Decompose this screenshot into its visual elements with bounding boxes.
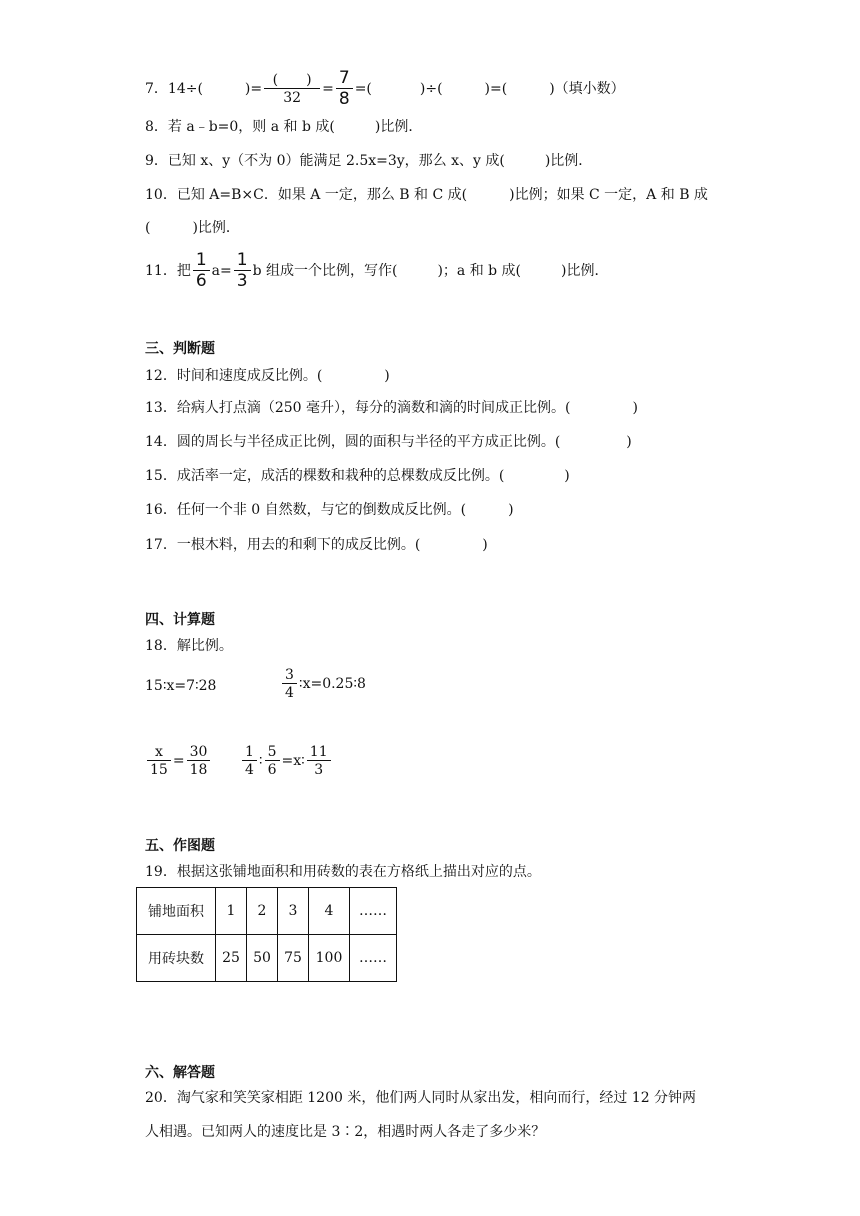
section-3-heading: 三、判断题 [145, 341, 215, 357]
question-16 [145, 500, 514, 520]
eq4-n1: 1 [242, 745, 257, 761]
question-8 [145, 117, 422, 137]
q10-open: ( [145, 220, 151, 236]
q7-div: )÷( [419, 81, 443, 97]
q10-tail: )比例． [192, 220, 240, 236]
q7-eq: )= [244, 81, 263, 97]
q7-fraction-blank [264, 73, 320, 105]
table-cell: 1 [216, 888, 247, 935]
question-13 [145, 398, 638, 418]
q13-tail: ) [632, 400, 638, 416]
question-20-line2: 人相遇。已知两人的速度比是 3∶2，相遇时两人各走了多少米？ [145, 1124, 546, 1140]
question-19-title: 19．根据这张铺地面积和用砖数的表在方格纸上描出对应的点。 [145, 864, 541, 880]
q15-text: 15．成活率一定，成活的棵数和栽种的总棵数成反比例。( [145, 468, 505, 484]
q11-fraction-1-6 [193, 252, 210, 290]
q11-fraction-1-3 [234, 252, 251, 290]
eq2-fraction-3-4 [282, 668, 297, 700]
eq2-den: 4 [285, 685, 294, 701]
eq4-mid: =x∶ [281, 753, 305, 769]
eq4-n3: 11 [307, 745, 331, 761]
q7-denominator: 32 [283, 90, 302, 106]
q14-text: 14．圆的周长与半径成正比例，圆的面积与半径的平方成正比例。( [145, 434, 561, 450]
q8-tail: )比例． [374, 119, 423, 135]
table-cell: 用砖块数 [137, 935, 216, 982]
q9-text: 9．已知 x、y（不为 0）能满足 2.5x=3y，那么 x、y 成( [145, 153, 505, 169]
q7-f-den: 8 [338, 89, 350, 109]
table-cell: 铺地面积 [137, 888, 216, 935]
question-14 [145, 432, 632, 452]
eq4-fraction-1-4 [242, 745, 257, 777]
eq2-num: 3 [282, 668, 297, 684]
q11-a: a= [211, 263, 232, 279]
equation-1: 15∶x=7∶28 [145, 678, 217, 694]
section-4-heading: 四、计算题 [145, 612, 215, 628]
question-9 [145, 151, 592, 171]
q12-tail: ) [384, 368, 390, 384]
question-10-cont [145, 218, 240, 238]
table-row [137, 935, 397, 982]
question-15 [145, 466, 570, 486]
q16-tail: ) [508, 502, 514, 518]
table-cell: 50 [247, 935, 278, 982]
equation-2 [280, 668, 366, 700]
q11-text: 11．把 [145, 263, 191, 279]
eq4-d3: 3 [314, 762, 324, 778]
eq4-colon: ∶ [258, 753, 263, 769]
q12-text: 12．时间和速度成反比例。( [145, 368, 323, 384]
eq4-d2: 6 [267, 762, 277, 778]
section-6-heading: 六、解答题 [145, 1065, 215, 1081]
eq4-n2: 5 [265, 745, 280, 761]
table-cell: 75 [278, 935, 309, 982]
equation-3 [145, 745, 212, 777]
question-12 [145, 366, 390, 386]
section-5-heading: 五、作图题 [145, 838, 215, 854]
eq3-rden: 18 [189, 762, 208, 778]
table-cell: 3 [278, 888, 309, 935]
q15-tail: ) [564, 468, 570, 484]
eq4-fraction-11-3 [307, 745, 331, 777]
table-cell: 2 [247, 888, 278, 935]
table-cell: …… [350, 935, 397, 982]
q11-d: )比例． [561, 263, 609, 279]
question-11 [145, 252, 609, 290]
eq3-den: 15 [150, 762, 168, 778]
q17-tail: ) [482, 537, 488, 553]
table-cell: 25 [216, 935, 247, 982]
q8-text: 8．若 a﹣b=0，则 a 和 b 成( [145, 119, 335, 135]
equation-4 [240, 745, 333, 777]
q10-mid: )比例；如果 C 一定，A 和 B 成 [509, 187, 708, 203]
table-cell: 100 [309, 935, 350, 982]
question-10 [145, 185, 708, 205]
q13-text: 13．给病人打点滴（250 毫升），每分的滴数和滴的时间成正比例。( [145, 400, 571, 416]
q7-fraction-7-8 [336, 70, 353, 108]
q11-f2-num: 1 [234, 252, 251, 271]
question-7 [145, 70, 625, 108]
q14-tail: ) [626, 434, 632, 450]
q7-eq3: )=( [484, 81, 508, 97]
q7-f-num: 7 [336, 70, 353, 89]
question-20-line1: 20．淘气家和笑笑家相距 1200 米，他们两人同时从家出发，相向而行，经过 12 分钟两 [145, 1090, 697, 1106]
q11-b: b 组成一个比例，写作( [252, 263, 398, 279]
eq3-rnum: 30 [187, 745, 211, 761]
eq4-d1: 4 [245, 762, 254, 778]
question-18-title: 18．解比例。 [145, 638, 233, 654]
q11-f1-den: 6 [195, 271, 207, 291]
eq3-eq: = [172, 753, 185, 769]
q11-f1-num: 1 [193, 252, 210, 271]
q7-text: 7．14÷( [145, 81, 203, 97]
eq4-fraction-5-6 [265, 745, 280, 777]
q11-c: )；a 和 b 成( [437, 263, 522, 279]
q9-tail: )比例． [544, 153, 593, 169]
eq3-fraction-right [187, 745, 211, 777]
q7-eq2: = [322, 81, 334, 97]
q17-text: 17．一根木料，用去的和剩下的成反比例。( [145, 537, 421, 553]
table-cell: 4 [309, 888, 350, 935]
table-cell: …… [350, 888, 397, 935]
table-row [137, 888, 397, 935]
eq2-rest: ∶x=0.25∶8 [298, 676, 366, 692]
question-17 [145, 535, 488, 555]
q7-numerator: ( ) [264, 73, 320, 89]
q11-f2-den: 3 [236, 271, 248, 291]
q16-text: 16．任何一个非 0 自然数，与它的倒数成反比例。( [145, 502, 467, 518]
q7-post: =( [354, 81, 372, 97]
q10-text: 10．已知 A=B×C．如果 A 一定，那么 B 和 C 成( [145, 187, 468, 203]
eq3-fraction-left [147, 745, 171, 777]
eq3-num: x [147, 745, 171, 761]
brick-table [136, 887, 397, 982]
q7-note: )（填小数） [549, 81, 625, 97]
